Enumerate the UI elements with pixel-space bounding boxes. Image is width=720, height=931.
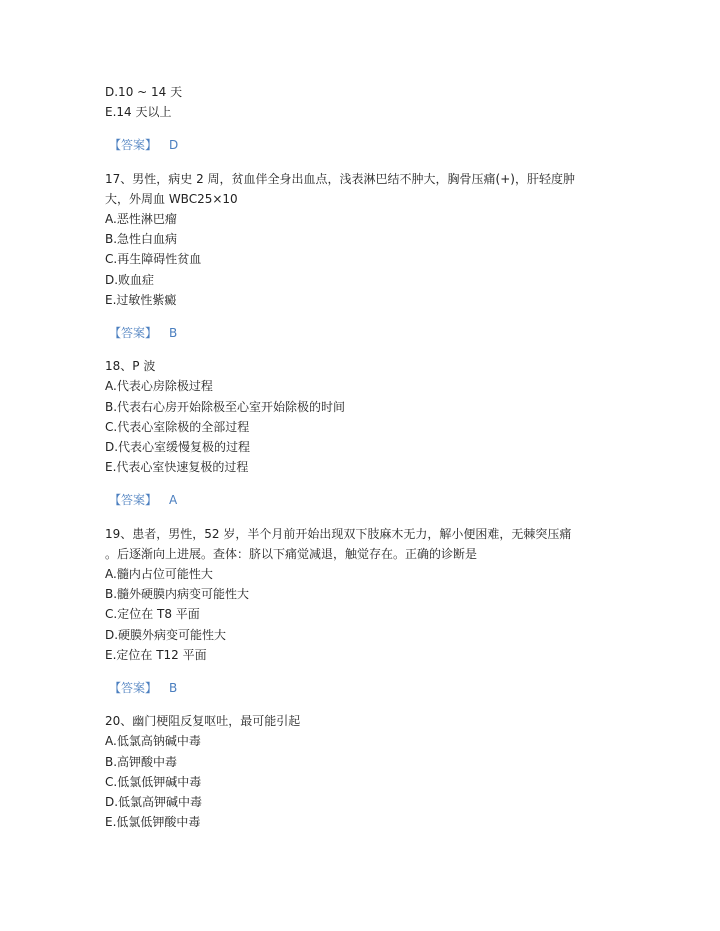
option-a: A.髓内占位可能性大 — [105, 567, 213, 582]
option-d: D.低氯高钾碱中毒 — [105, 795, 203, 810]
option-e-q16: E.14 天以上 — [105, 105, 172, 120]
answer-value: A — [169, 493, 178, 508]
option-b: B.代表右心房开始除极至心室开始除极的时间 — [105, 399, 346, 414]
option-a: A.恶性淋巴瘤 — [105, 212, 177, 227]
option-b: B.急性白血病 — [105, 232, 178, 247]
option-e: E.代表心室快速复极的过程 — [105, 460, 249, 475]
option-a: A.代表心房除极过程 — [105, 379, 213, 394]
option-c: C.再生障碍性贫血 — [105, 252, 202, 267]
answer — [109, 678, 625, 698]
answer — [109, 323, 625, 343]
option-d: D.代表心室缓慢复极的过程 — [105, 440, 251, 455]
option-c: C.代表心室除极的全部过程 — [105, 419, 250, 434]
answer-label: 【答案】 — [109, 681, 158, 696]
question-17 — [105, 169, 625, 344]
answer-value: B — [169, 681, 178, 696]
answer-label: 【答案】 — [109, 493, 158, 508]
question-stem: 20、幽门梗阻反复呕吐，最可能引起 — [105, 714, 301, 729]
question-20 — [105, 711, 625, 832]
option-b: B.髓外硬膜内病变可能性大 — [105, 587, 250, 602]
question-list — [105, 82, 625, 833]
question-stem: 18、P 波 — [105, 359, 156, 374]
question-stem: 19、患者，男性，52 岁，半个月前开始出现双下肢麻木无力，解小便困难，无棘突压痛 — [105, 526, 572, 541]
option-a: A.低氯高钠碱中毒 — [105, 734, 201, 749]
option-d-q16: D.10 ~ 14 天 — [105, 85, 183, 99]
question-18 — [105, 356, 625, 510]
answer-label: 【答案】 — [109, 138, 158, 153]
question-stem: 17、男性，病史 2 周，贫血伴全身出血点，浅表淋巴结不肿大，胸骨压痛(+)，肝轻度肿 — [105, 171, 575, 186]
answer — [109, 490, 625, 510]
option-e: E.定位在 T12 平面 — [105, 647, 207, 662]
answer-label: 【答案】 — [109, 326, 158, 341]
option-c: C.低氯低钾碱中毒 — [105, 774, 202, 789]
option-e: E.低氯低钾酸中毒 — [105, 815, 201, 830]
answer-q16 — [109, 135, 625, 155]
question-stem-cont: 大，外周血 WBC25×10 — [105, 191, 238, 206]
option-d: D.硬膜外病变可能性大 — [105, 627, 227, 642]
option-b: B.高钾酸中毒 — [105, 754, 178, 769]
answer-value: B — [169, 326, 178, 341]
question-stem-cont: 。后逐渐向上进展。查体：脐以下痛觉减退，触觉存在。正确的诊断是 — [105, 546, 478, 561]
answer-value: D — [169, 138, 179, 153]
option-e: E.过敏性紫癜 — [105, 292, 177, 307]
option-c: C.定位在 T8 平面 — [105, 607, 200, 622]
question-19 — [105, 524, 625, 699]
option-d: D.败血症 — [105, 272, 155, 287]
